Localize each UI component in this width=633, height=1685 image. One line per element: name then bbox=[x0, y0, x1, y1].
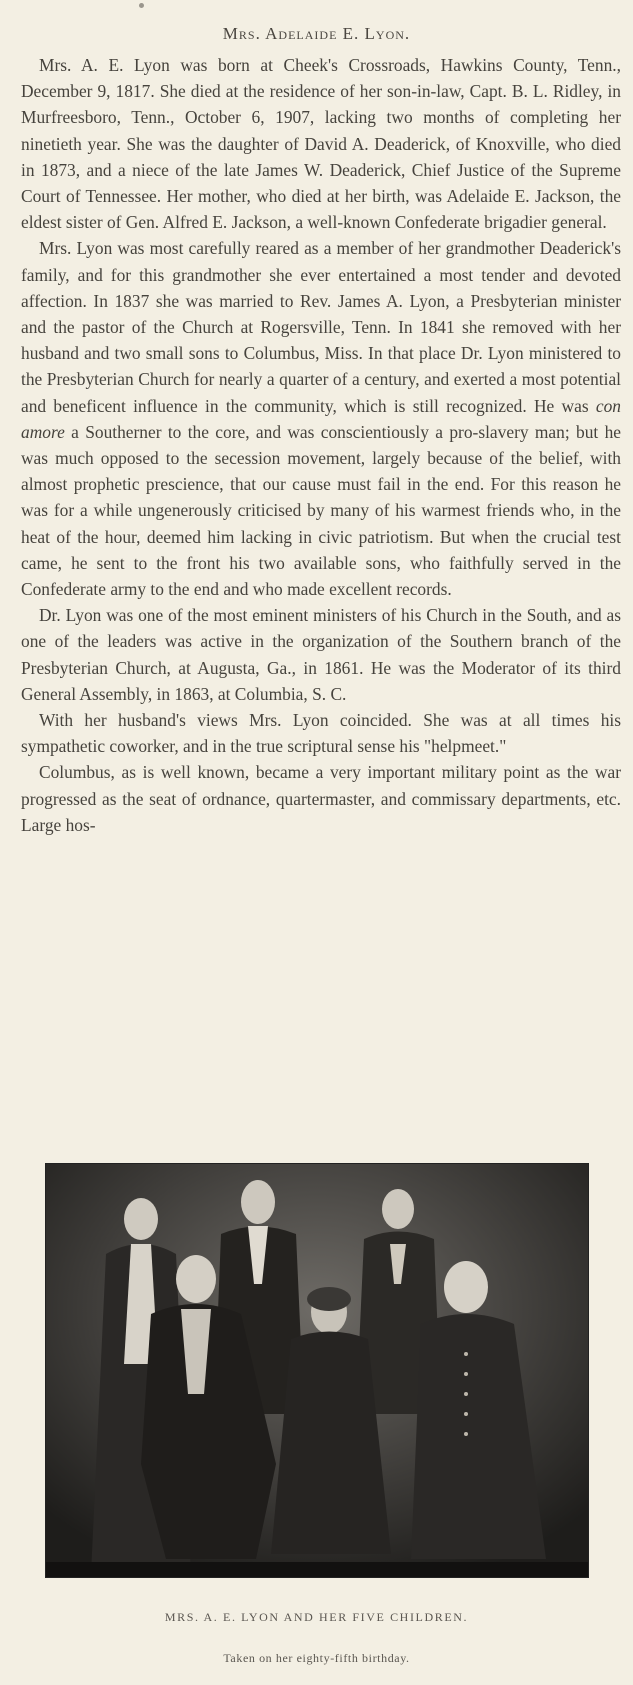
article-body bbox=[21, 52, 621, 838]
paragraph: Dr. Lyon was one of the most eminent ministers of his Church in the South, and as one of the leaders was active in the organization of the Southern branch of the Presbyterian Church, at Augusta, Ga., in 1861. He was the Moderator of its third General Assembly, in 1863, at Columbia, S. C. bbox=[21, 605, 621, 704]
family-photograph bbox=[45, 1163, 589, 1578]
paragraph bbox=[21, 235, 621, 602]
paragraph: Mrs. A. E. Lyon was born at Cheek's Crossroads, Hawkins County, Tenn., December 9, 1817. She died at the residence of her son-in-law, Capt. B. L. Ridley, in Murfreesboro, Tenn., October 6, 1907, lacking two months of completing her ninetieth year. She was the daughter of David A. Deaderick, of Knoxville, who died in 1873, and a niece of the late James W. Deaderick, Chief Justice of the Supreme Court of Tennessee. Her mother, who died at her birth, was Adelaide E. Jackson, the eldest sister of Gen. Alfred E. Jackson, a well-known Confederate brigadier general. bbox=[21, 55, 621, 233]
page-mark bbox=[139, 3, 144, 8]
article-title: Mrs. Adelaide E. Lyon. bbox=[222, 24, 411, 43]
paragraph-text: Mrs. Lyon was most carefully reared as a member of her grandmother Deaderick's family, and for this grandmother she ever entertained a most tender and devoted affection. In 1837 she was married to Rev. James A. Lyon, a Presbyterian minister and the pastor of the Church at Rogersville, Tenn. In 1841 she removed with her husband and two small sons to Columbus, Miss. In that place Dr. Lyon ministered to the Presbyterian Church for nearly a quarter of a century, and exerted a most potential and beneficent influence in the community, which is still recognized. He was bbox=[21, 238, 621, 416]
italic-phrase: con amore bbox=[21, 395, 621, 442]
photo-illustration bbox=[46, 1164, 588, 1577]
paragraph-text: a Southerner to the core, and was conscientiously a pro-slavery man; but he was much opposed to the secession movement, largely because of the belief, with almost prophetic prescience, that our cause must fail in the end. For this reason he was for a while ungenerously criticised by many of his warmest friends who, in the heat of the hour, deemed him lacking in civic patriotism. But when the crucial test came, he sent to the front his two available sons, who faithfully served in the Confederate army to the end and who made excellent records. bbox=[21, 421, 621, 600]
photo-caption: MRS. A. E. LYON AND HER FIVE CHILDREN. bbox=[164, 1610, 469, 1624]
photo-subcaption: Taken on her eighty-fifth birthday. bbox=[223, 1651, 410, 1665]
paragraph: Columbus, as is well known, became a very important military point as the war progressed as the seat of ordnance, quartermaster, and commissary departments, etc. Large hos- bbox=[21, 762, 621, 835]
paragraph: With her husband's views Mrs. Lyon coincided. She was at all times his sympathetic coworker, and in the true scriptural sense his "helpmeet." bbox=[21, 710, 621, 757]
